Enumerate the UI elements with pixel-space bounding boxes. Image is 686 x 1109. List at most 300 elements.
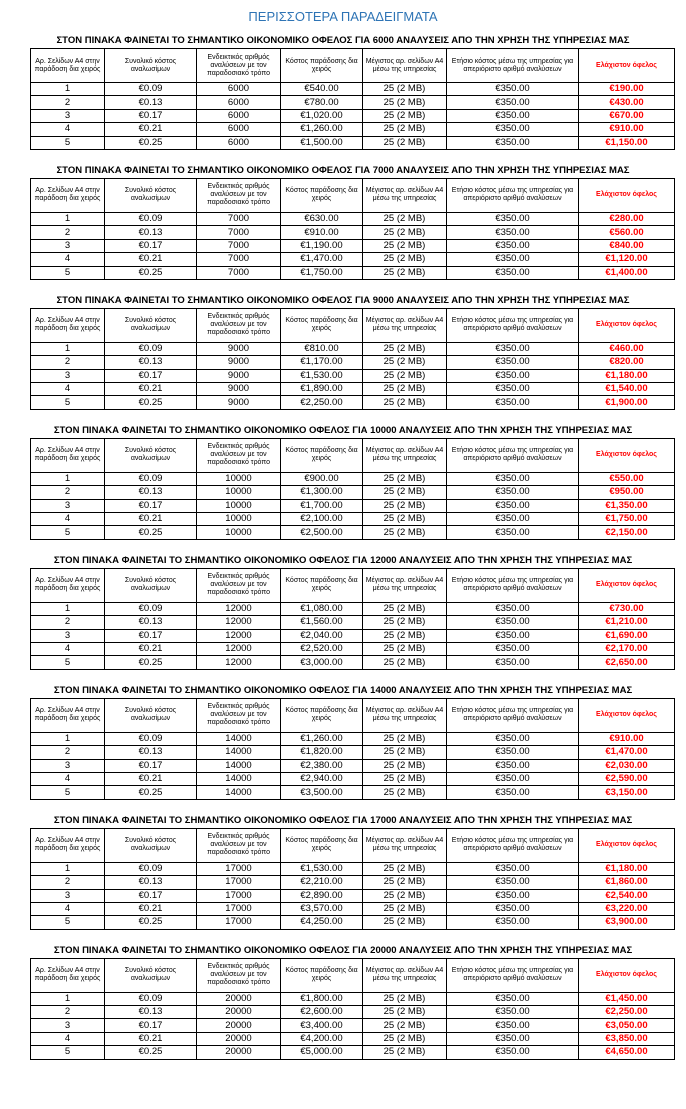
table-cell: 5 xyxy=(31,396,105,409)
table-cell: €0.09 xyxy=(105,212,197,225)
table-cell: 20000 xyxy=(197,992,281,1005)
table-cell: €0.17 xyxy=(105,109,197,122)
table-cell: €1,750.00 xyxy=(281,266,363,279)
table-cell: €1,700.00 xyxy=(281,499,363,512)
table-cell: €3,570.00 xyxy=(281,902,363,915)
table-cell: €0.21 xyxy=(105,1032,197,1045)
table-cell: €3,500.00 xyxy=(281,786,363,799)
table-cell: 25 (2 MB) xyxy=(363,642,447,655)
cost-table xyxy=(30,828,675,930)
column-header: Ενδεικτικός αριθμός αναλύσεων με τον παραδοσιακό τρόπο xyxy=(197,698,281,732)
benefit-cell: €1,450.00 xyxy=(579,992,675,1005)
column-header: Κόστος παράδοσης δια χειρός xyxy=(281,178,363,212)
table-cell: 25 (2 MB) xyxy=(363,136,447,149)
table-cell: €350.00 xyxy=(447,83,579,96)
table-cell: 1 xyxy=(31,83,105,96)
table-cell: €350.00 xyxy=(447,499,579,512)
table-cell: 17000 xyxy=(197,862,281,875)
table-cell: €1,300.00 xyxy=(281,486,363,499)
table-cell: €2,380.00 xyxy=(281,759,363,772)
column-header: Μέγιστος αρ. σελίδων Α4 μέσω της υπηρεσίας xyxy=(363,828,447,862)
benefit-cell: €1,180.00 xyxy=(579,369,675,382)
table-cell: 25 (2 MB) xyxy=(363,902,447,915)
table-cell: €0.25 xyxy=(105,656,197,669)
table-row xyxy=(31,253,675,266)
table-header-row xyxy=(31,828,675,862)
table-cell: 7000 xyxy=(197,212,281,225)
table-cell: 10000 xyxy=(197,526,281,539)
table-row xyxy=(31,656,675,669)
table-cell: 20000 xyxy=(197,1019,281,1032)
section-title: ΣΤΟΝ ΠΙΝΑΚΑ ΦΑΙΝΕΤΑΙ ΤΟ ΣΗΜΑΝΤΙΚΟ ΟΙΚΟΝΟΜΙΚΟ ΟΦΕΛΟΣ ΓΙΑ 7000 ΑΝΑΛΥΣΕΙΣ ΑΠΟ ΤΗΝ ΧΡΗΣΗ ΤΗΣ ΥΠΗΡΕΣΙΑΣ ΜΑΣ xyxy=(56,164,630,176)
table-cell: €350.00 xyxy=(447,629,579,642)
table-cell: 14000 xyxy=(197,786,281,799)
table-cell: 2 xyxy=(31,486,105,499)
column-header: Μέγιστος αρ. σελίδων Α4 μέσω της υπηρεσίας xyxy=(363,178,447,212)
section-title: ΣΤΟΝ ΠΙΝΑΚΑ ΦΑΙΝΕΤΑΙ ΤΟ ΣΗΜΑΝΤΙΚΟ ΟΙΚΟΝΟΜΙΚΟ ΟΦΕΛΟΣ ΓΙΑ 20000 ΑΝΑΛΥΣΕΙΣ ΑΠΟ ΤΗΝ ΧΡΗΣΗ ΤΗΣ ΥΠΗΡΕΣΙΑΣ ΜΑΣ xyxy=(53,944,633,956)
benefit-cell: €1,210.00 xyxy=(579,616,675,629)
column-header: Αρ. Σελίδων Α4 στην παράδοση δια χειρός xyxy=(31,958,105,992)
column-header: Ενδεικτικός αριθμός αναλύσεων με τον παραδοσιακό τρόπο xyxy=(197,828,281,862)
table-cell: 1 xyxy=(31,472,105,485)
table-cell: €350.00 xyxy=(447,212,579,225)
column-header: Συνολικό κόστος αναλωσίμων xyxy=(105,698,197,732)
cost-table xyxy=(30,958,675,1060)
table-cell: 3 xyxy=(31,499,105,512)
table-cell: €0.17 xyxy=(105,889,197,902)
table-row xyxy=(31,356,675,369)
table-cell: 3 xyxy=(31,759,105,772)
benefit-cell: €280.00 xyxy=(579,212,675,225)
table-cell: €0.13 xyxy=(105,746,197,759)
table-cell: 25 (2 MB) xyxy=(363,212,447,225)
table-cell: 25 (2 MB) xyxy=(363,499,447,512)
table-cell: 5 xyxy=(31,526,105,539)
table-cell: €350.00 xyxy=(447,759,579,772)
table-cell: 2 xyxy=(31,746,105,759)
column-header: Ελάχιστον όφελος xyxy=(579,958,675,992)
table-cell: €350.00 xyxy=(447,253,579,266)
table-cell: 1 xyxy=(31,212,105,225)
table-cell: 4 xyxy=(31,123,105,136)
table-cell: €2,100.00 xyxy=(281,513,363,526)
table-cell: €350.00 xyxy=(447,1019,579,1032)
table-row xyxy=(31,746,675,759)
table-cell: 10000 xyxy=(197,472,281,485)
cost-table xyxy=(30,568,675,670)
benefit-cell: €3,220.00 xyxy=(579,902,675,915)
table-cell: 25 (2 MB) xyxy=(363,513,447,526)
table-cell: €1,500.00 xyxy=(281,136,363,149)
table-cell: €350.00 xyxy=(447,472,579,485)
table-row xyxy=(31,602,675,615)
table-header-row xyxy=(31,178,675,212)
benefit-cell: €910.00 xyxy=(579,123,675,136)
table-cell: €2,500.00 xyxy=(281,526,363,539)
table-cell: €1,260.00 xyxy=(281,732,363,745)
table-cell: 7000 xyxy=(197,226,281,239)
table-cell: €350.00 xyxy=(447,642,579,655)
table-cell: 10000 xyxy=(197,486,281,499)
table-cell: €0.21 xyxy=(105,902,197,915)
table-cell: €350.00 xyxy=(447,992,579,1005)
table-cell: 25 (2 MB) xyxy=(363,656,447,669)
column-header: Αρ. Σελίδων Α4 στην παράδοση δια χειρός xyxy=(31,178,105,212)
benefit-cell: €1,860.00 xyxy=(579,876,675,889)
table-cell: €2,890.00 xyxy=(281,889,363,902)
table-cell: €0.17 xyxy=(105,759,197,772)
table-row xyxy=(31,513,675,526)
benefit-cell: €2,590.00 xyxy=(579,772,675,785)
table-cell: €3,000.00 xyxy=(281,656,363,669)
benefit-cell: €820.00 xyxy=(579,356,675,369)
table-cell: €0.09 xyxy=(105,472,197,485)
table-row xyxy=(31,83,675,96)
table-cell: €0.09 xyxy=(105,342,197,355)
column-header: Μέγιστος αρ. σελίδων Α4 μέσω της υπηρεσίας xyxy=(363,698,447,732)
table-cell: 5 xyxy=(31,656,105,669)
table-cell: €1,820.00 xyxy=(281,746,363,759)
table-cell: 25 (2 MB) xyxy=(363,96,447,109)
table-cell: 25 (2 MB) xyxy=(363,746,447,759)
comparison-section xyxy=(0,944,686,1060)
table-cell: 10000 xyxy=(197,499,281,512)
table-cell: 7000 xyxy=(197,266,281,279)
table-cell: 9000 xyxy=(197,369,281,382)
column-header: Κόστος παράδοσης δια χειρός xyxy=(281,698,363,732)
table-cell: €0.13 xyxy=(105,356,197,369)
table-cell: 25 (2 MB) xyxy=(363,1006,447,1019)
table-cell: 1 xyxy=(31,732,105,745)
benefit-cell: €950.00 xyxy=(579,486,675,499)
benefit-cell: €2,250.00 xyxy=(579,1006,675,1019)
table-cell: €900.00 xyxy=(281,472,363,485)
benefit-cell: €1,470.00 xyxy=(579,746,675,759)
benefit-cell: €910.00 xyxy=(579,732,675,745)
benefit-cell: €560.00 xyxy=(579,226,675,239)
column-header: Ενδεικτικός αριθμός αναλύσεων με τον παραδοσιακό τρόπο xyxy=(197,438,281,472)
table-cell: €0.25 xyxy=(105,526,197,539)
table-cell: 25 (2 MB) xyxy=(363,526,447,539)
section-title: ΣΤΟΝ ΠΙΝΑΚΑ ΦΑΙΝΕΤΑΙ ΤΟ ΣΗΜΑΝΤΙΚΟ ΟΙΚΟΝΟΜΙΚΟ ΟΦΕΛΟΣ ΓΙΑ 6000 ΑΝΑΛΥΣΕΙΣ ΑΠΟ ΤΗΝ ΧΡΗΣΗ ΤΗΣ ΥΠΗΡΕΣΙΑΣ ΜΑΣ xyxy=(56,35,630,46)
table-cell: 20000 xyxy=(197,1046,281,1059)
table-cell: 1 xyxy=(31,992,105,1005)
table-cell: 6000 xyxy=(197,96,281,109)
table-cell: 9000 xyxy=(197,383,281,396)
table-cell: 25 (2 MB) xyxy=(363,396,447,409)
column-header: Ελάχιστον όφελος xyxy=(579,568,675,602)
table-cell: €3,400.00 xyxy=(281,1019,363,1032)
column-header: Μέγιστος αρ. σελίδων Α4 μέσω της υπηρεσίας xyxy=(363,438,447,472)
table-cell: 25 (2 MB) xyxy=(363,732,447,745)
benefit-cell: €1,750.00 xyxy=(579,513,675,526)
table-cell: 9000 xyxy=(197,396,281,409)
table-cell: €4,250.00 xyxy=(281,916,363,929)
table-cell: €350.00 xyxy=(447,383,579,396)
table-cell: €350.00 xyxy=(447,656,579,669)
table-cell: 4 xyxy=(31,513,105,526)
table-cell: 25 (2 MB) xyxy=(363,109,447,122)
column-header: Αρ. Σελίδων Α4 στην παράδοση δια χειρός xyxy=(31,49,105,83)
table-cell: 12000 xyxy=(197,629,281,642)
table-cell: 1 xyxy=(31,862,105,875)
column-header: Μέγιστος αρ. σελίδων Α4 μέσω της υπηρεσίας xyxy=(363,308,447,342)
table-cell: €1,190.00 xyxy=(281,239,363,252)
column-header: Ενδεικτικός αριθμός αναλύσεων με τον παραδοσιακό τρόπο xyxy=(197,568,281,602)
table-cell: €2,940.00 xyxy=(281,772,363,785)
benefit-cell: €2,030.00 xyxy=(579,759,675,772)
table-row xyxy=(31,772,675,785)
table-cell: 17000 xyxy=(197,876,281,889)
table-cell: 3 xyxy=(31,369,105,382)
table-row xyxy=(31,876,675,889)
cost-table xyxy=(30,178,675,280)
table-cell: 9000 xyxy=(197,342,281,355)
column-header: Ετήσιο κόστος μέσω της υπηρεσίας για απεριόριστο αριθμό αναλύσεων xyxy=(447,49,579,83)
benefit-cell: €430.00 xyxy=(579,96,675,109)
table-cell: 3 xyxy=(31,109,105,122)
table-cell: 2 xyxy=(31,226,105,239)
column-header: Κόστος παράδοσης δια χειρός xyxy=(281,958,363,992)
table-row xyxy=(31,1019,675,1032)
table-row xyxy=(31,472,675,485)
table-cell: 10000 xyxy=(197,513,281,526)
table-cell: 2 xyxy=(31,96,105,109)
table-cell: €0.13 xyxy=(105,226,197,239)
table-cell: €350.00 xyxy=(447,396,579,409)
column-header: Ετήσιο κόστος μέσω της υπηρεσίας για απεριόριστο αριθμό αναλύσεων xyxy=(447,958,579,992)
benefit-cell: €1,400.00 xyxy=(579,266,675,279)
table-cell: €2,210.00 xyxy=(281,876,363,889)
table-cell: 17000 xyxy=(197,902,281,915)
column-header: Μέγιστος αρ. σελίδων Α4 μέσω της υπηρεσίας xyxy=(363,958,447,992)
table-header-row xyxy=(31,49,675,83)
table-cell: €0.21 xyxy=(105,253,197,266)
table-row xyxy=(31,212,675,225)
table-cell: €1,800.00 xyxy=(281,992,363,1005)
section-title: ΣΤΟΝ ΠΙΝΑΚΑ ΦΑΙΝΕΤΑΙ ΤΟ ΣΗΜΑΝΤΙΚΟ ΟΙΚΟΝΟΜΙΚΟ ΟΦΕΛΟΣ ΓΙΑ 14000 ΑΝΑΛΥΣΕΙΣ ΑΠΟ ΤΗΝ ΧΡΗΣΗ ΤΗΣ ΥΠΗΡΕΣΙΑΣ ΜΑΣ xyxy=(53,684,633,696)
table-cell: €0.25 xyxy=(105,136,197,149)
table-cell: €910.00 xyxy=(281,226,363,239)
table-cell: €350.00 xyxy=(447,513,579,526)
column-header: Αρ. Σελίδων Α4 στην παράδοση δια χειρός xyxy=(31,438,105,472)
benefit-cell: €1,150.00 xyxy=(579,136,675,149)
section-title: ΣΤΟΝ ΠΙΝΑΚΑ ΦΑΙΝΕΤΑΙ ΤΟ ΣΗΜΑΝΤΙΚΟ ΟΙΚΟΝΟΜΙΚΟ ΟΦΕΛΟΣ ΓΙΑ 10000 ΑΝΑΛΥΣΕΙΣ ΑΠΟ ΤΗΝ ΧΡΗΣΗ ΤΗΣ ΥΠΗΡΕΣΙΑΣ ΜΑΣ xyxy=(53,424,633,436)
table-cell: €1,020.00 xyxy=(281,109,363,122)
table-row xyxy=(31,629,675,642)
section-title: ΣΤΟΝ ΠΙΝΑΚΑ ΦΑΙΝΕΤΑΙ ΤΟ ΣΗΜΑΝΤΙΚΟ ΟΙΚΟΝΟΜΙΚΟ ΟΦΕΛΟΣ ΓΙΑ 17000 ΑΝΑΛΥΣΕΙΣ ΑΠΟ ΤΗΝ ΧΡΗΣΗ ΤΗΣ ΥΠΗΡΕΣΙΑΣ ΜΑΣ xyxy=(53,814,633,826)
table-row xyxy=(31,526,675,539)
sections-container xyxy=(0,34,686,1060)
table-row xyxy=(31,1006,675,1019)
column-header: Αρ. Σελίδων Α4 στην παράδοση δια χειρός xyxy=(31,828,105,862)
table-cell: 20000 xyxy=(197,1032,281,1045)
table-cell: 25 (2 MB) xyxy=(363,472,447,485)
table-cell: 25 (2 MB) xyxy=(363,916,447,929)
table-header-row xyxy=(31,698,675,732)
column-header: Συνολικό κόστος αναλωσίμων xyxy=(105,828,197,862)
table-cell: 1 xyxy=(31,602,105,615)
table-cell: €0.09 xyxy=(105,862,197,875)
column-header: Κόστος παράδοσης δια χειρός xyxy=(281,308,363,342)
column-header: Κόστος παράδοσης δια χειρός xyxy=(281,828,363,862)
table-cell: 14000 xyxy=(197,746,281,759)
table-cell: 25 (2 MB) xyxy=(363,1046,447,1059)
table-row xyxy=(31,642,675,655)
table-cell: 14000 xyxy=(197,772,281,785)
table-cell: 25 (2 MB) xyxy=(363,759,447,772)
table-row xyxy=(31,499,675,512)
benefit-cell: €190.00 xyxy=(579,83,675,96)
table-cell: 14000 xyxy=(197,732,281,745)
benefit-cell: €1,180.00 xyxy=(579,862,675,875)
table-cell: €350.00 xyxy=(447,109,579,122)
table-cell: 25 (2 MB) xyxy=(363,83,447,96)
benefit-cell: €2,650.00 xyxy=(579,656,675,669)
table-cell: 20000 xyxy=(197,1006,281,1019)
table-cell: 17000 xyxy=(197,916,281,929)
benefit-cell: €2,150.00 xyxy=(579,526,675,539)
table-cell: €0.25 xyxy=(105,786,197,799)
table-row xyxy=(31,96,675,109)
table-cell: €5,000.00 xyxy=(281,1046,363,1059)
column-header: Ετήσιο κόστος μέσω της υπηρεσίας για απεριόριστο αριθμό αναλύσεων xyxy=(447,828,579,862)
table-cell: €1,470.00 xyxy=(281,253,363,266)
table-cell: 1 xyxy=(31,342,105,355)
table-cell: €350.00 xyxy=(447,602,579,615)
table-cell: 12000 xyxy=(197,616,281,629)
column-header: Μέγιστος αρ. σελίδων Α4 μέσω της υπηρεσίας xyxy=(363,49,447,83)
table-row xyxy=(31,266,675,279)
table-cell: €350.00 xyxy=(447,902,579,915)
table-cell: €1,890.00 xyxy=(281,383,363,396)
benefit-cell: €1,540.00 xyxy=(579,383,675,396)
table-cell: 25 (2 MB) xyxy=(363,629,447,642)
table-cell: €350.00 xyxy=(447,266,579,279)
table-cell: 2 xyxy=(31,1006,105,1019)
table-cell: €0.17 xyxy=(105,629,197,642)
table-row xyxy=(31,759,675,772)
table-cell: 4 xyxy=(31,1032,105,1045)
table-cell: 2 xyxy=(31,356,105,369)
table-cell: 5 xyxy=(31,266,105,279)
table-cell: 4 xyxy=(31,253,105,266)
table-cell: €350.00 xyxy=(447,732,579,745)
table-cell: 25 (2 MB) xyxy=(363,266,447,279)
table-cell: €0.13 xyxy=(105,96,197,109)
table-cell: €1,170.00 xyxy=(281,356,363,369)
table-row xyxy=(31,239,675,252)
table-cell: €350.00 xyxy=(447,1006,579,1019)
table-cell: €2,040.00 xyxy=(281,629,363,642)
table-cell: 3 xyxy=(31,1019,105,1032)
table-cell: 12000 xyxy=(197,602,281,615)
column-header: Ετήσιο κόστος μέσω της υπηρεσίας για απεριόριστο αριθμό αναλύσεων xyxy=(447,698,579,732)
table-row xyxy=(31,902,675,915)
table-row xyxy=(31,786,675,799)
column-header: Ελάχιστον όφελος xyxy=(579,438,675,472)
table-cell: 25 (2 MB) xyxy=(363,253,447,266)
benefit-cell: €1,900.00 xyxy=(579,396,675,409)
table-cell: €350.00 xyxy=(447,369,579,382)
table-cell: €350.00 xyxy=(447,616,579,629)
table-header-row xyxy=(31,308,675,342)
table-cell: €0.21 xyxy=(105,642,197,655)
column-header: Συνολικό κόστος αναλωσίμων xyxy=(105,178,197,212)
table-cell: 25 (2 MB) xyxy=(363,486,447,499)
column-header: Ελάχιστον όφελος xyxy=(579,698,675,732)
column-header: Ενδεικτικός αριθμός αναλύσεων με τον παραδοσιακό τρόπο xyxy=(197,958,281,992)
column-header: Ελάχιστον όφελος xyxy=(579,178,675,212)
column-header: Ενδεικτικός αριθμός αναλύσεων με τον παραδοσιακό τρόπο xyxy=(197,178,281,212)
table-row xyxy=(31,109,675,122)
table-cell: €350.00 xyxy=(447,916,579,929)
column-header: Ενδεικτικός αριθμός αναλύσεων με τον παραδοσιακό τρόπο xyxy=(197,308,281,342)
comparison-section xyxy=(0,814,686,930)
table-cell: €2,250.00 xyxy=(281,396,363,409)
column-header: Συνολικό κόστος αναλωσίμων xyxy=(105,438,197,472)
comparison-section xyxy=(0,554,686,670)
table-cell: €0.13 xyxy=(105,616,197,629)
table-cell: €780.00 xyxy=(281,96,363,109)
table-cell: 4 xyxy=(31,902,105,915)
table-cell: 25 (2 MB) xyxy=(363,602,447,615)
table-cell: €350.00 xyxy=(447,226,579,239)
table-cell: €350.00 xyxy=(447,96,579,109)
table-cell: €0.21 xyxy=(105,123,197,136)
table-cell: 9000 xyxy=(197,356,281,369)
table-cell: €0.09 xyxy=(105,602,197,615)
table-cell: 2 xyxy=(31,616,105,629)
table-cell: €350.00 xyxy=(447,136,579,149)
table-row xyxy=(31,732,675,745)
column-header: Ετήσιο κόστος μέσω της υπηρεσίας για απεριόριστο αριθμό αναλύσεων xyxy=(447,438,579,472)
table-cell: €350.00 xyxy=(447,889,579,902)
table-cell: €0.21 xyxy=(105,383,197,396)
comparison-section xyxy=(0,34,686,150)
table-row xyxy=(31,889,675,902)
column-header: Συνολικό κόστος αναλωσίμων xyxy=(105,958,197,992)
benefit-cell: €730.00 xyxy=(579,602,675,615)
table-row xyxy=(31,1032,675,1045)
table-cell: 25 (2 MB) xyxy=(363,369,447,382)
benefit-cell: €1,120.00 xyxy=(579,253,675,266)
column-header: Κόστος παράδοσης δια χειρός xyxy=(281,438,363,472)
table-cell: 25 (2 MB) xyxy=(363,889,447,902)
section-title: ΣΤΟΝ ΠΙΝΑΚΑ ΦΑΙΝΕΤΑΙ ΤΟ ΣΗΜΑΝΤΙΚΟ ΟΙΚΟΝΟΜΙΚΟ ΟΦΕΛΟΣ ΓΙΑ 9000 ΑΝΑΛΥΣΕΙΣ ΑΠΟ ΤΗΝ ΧΡΗΣΗ ΤΗΣ ΥΠΗΡΕΣΙΑΣ ΜΑΣ xyxy=(56,294,630,306)
table-cell: €540.00 xyxy=(281,83,363,96)
column-header: Συνολικό κόστος αναλωσίμων xyxy=(105,308,197,342)
table-row xyxy=(31,342,675,355)
table-cell: €0.25 xyxy=(105,1046,197,1059)
table-header-row xyxy=(31,958,675,992)
section-title: ΣΤΟΝ ΠΙΝΑΚΑ ΦΑΙΝΕΤΑΙ ΤΟ ΣΗΜΑΝΤΙΚΟ ΟΙΚΟΝΟΜΙΚΟ ΟΦΕΛΟΣ ΓΙΑ 12000 ΑΝΑΛΥΣΕΙΣ ΑΠΟ ΤΗΝ ΧΡΗΣΗ ΤΗΣ ΥΠΗΡΕΣΙΑΣ ΜΑΣ xyxy=(53,554,633,566)
column-header: Ετήσιο κόστος μέσω της υπηρεσίας για απεριόριστο αριθμό αναλύσεων xyxy=(447,178,579,212)
column-header: Αρ. Σελίδων Α4 στην παράδοση δια χειρός xyxy=(31,568,105,602)
benefit-cell: €3,900.00 xyxy=(579,916,675,929)
table-cell: €0.09 xyxy=(105,83,197,96)
table-cell: €1,560.00 xyxy=(281,616,363,629)
comparison-section xyxy=(0,684,686,800)
table-cell: 12000 xyxy=(197,656,281,669)
column-header: Κόστος παράδοσης δια χειρός xyxy=(281,49,363,83)
cost-table xyxy=(30,698,675,800)
table-cell: 17000 xyxy=(197,889,281,902)
table-row xyxy=(31,916,675,929)
table-cell: €350.00 xyxy=(447,786,579,799)
table-cell: 25 (2 MB) xyxy=(363,1019,447,1032)
column-header: Ελάχιστον όφελος xyxy=(579,49,675,83)
